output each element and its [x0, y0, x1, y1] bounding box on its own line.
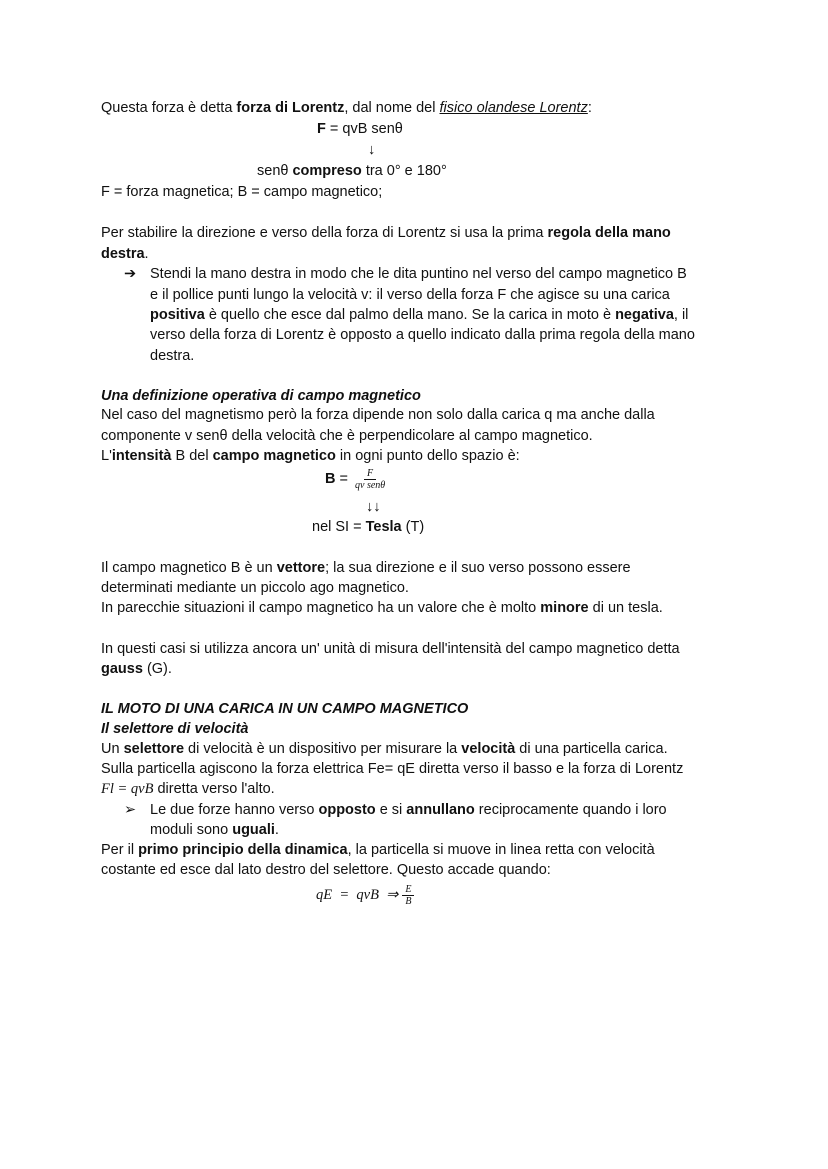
si-unit: nel SI = Tesla (T)	[312, 519, 425, 535]
gauss-line2: gauss (G).	[101, 661, 172, 677]
double-arrow-icon: ↓↓	[366, 499, 381, 515]
fraction: $\frac{F}{\text{qv senθ}}$	[355, 467, 386, 491]
bullet2-line2: moduli sono uguali.	[150, 822, 279, 838]
paragraph-lorentz-intro: Questa forza è detta forza di Lorentz, dal nome del fisico olandese Lorentz:	[101, 100, 592, 116]
selector-line2: Sulla particella agiscono la forza elettrica Fe= qE diretta verso il basso e la forza di Lorentz	[101, 761, 684, 777]
bullet1-line5: destra.	[150, 348, 195, 364]
bullet1-line4: verso della forza di Lorentz è opposto a quello indicato dalla prima regola della mano	[150, 327, 695, 343]
op-line1: Nel caso del magnetismo però la forza dipende non solo dalla carica q ma anche dalla	[101, 407, 655, 423]
gauss-line1: In questi casi si utilizza ancora un' unità di misura dell'intensità del campo magnetico detta	[101, 641, 680, 657]
selector-formula: qE = qvB ⇒ $\frac{E}{B}$	[316, 881, 414, 909]
triangle-bullet-icon: ➢	[124, 802, 137, 818]
heading-charge-motion: IL MOTO DI UNA CARICA IN UN CAMPO MAGNETICO	[101, 701, 469, 717]
bullet1-line2: e il pollice punti lungo la velocità v: il verso della forza F che agisce su una carica	[150, 287, 670, 303]
heading-operative-definition: Una definizione operativa di campo magnetico	[101, 388, 421, 404]
arrow-bullet-icon: ➔	[124, 266, 137, 282]
vector-line2: determinati mediante un piccolo ago magnetico.	[101, 580, 409, 596]
paragraph-right-hand-rule: Per stabilire la direzione e verso della forza di Lorentz si usa la prima regola della mano	[101, 225, 671, 241]
underlined-text: fisico olandese Lorentz	[439, 100, 588, 116]
bullet2-line1: Le due forze hanno verso opposto e si annullano reciprocamente quando i loro	[150, 802, 667, 818]
dynamics-line2: costante ed esce dal lato destro del selettore. Questo accade quando:	[101, 862, 551, 878]
op-line3: L'intensità B del campo magnetico in ogni punto dello spazio è:	[101, 448, 520, 464]
lorentz-formula: F = qvB senθ	[317, 121, 403, 137]
heading-velocity-selector: Il selettore di velocità	[101, 721, 249, 737]
selector-line3: Fl = qvB diretta verso l'alto.	[101, 781, 275, 797]
field-formula: B = $\frac{F}{\text{qv senθ}}$	[325, 466, 388, 492]
symbol-legend: F = forza magnetica; B = campo magnetico;	[101, 184, 383, 200]
fraction: $\frac{E}{B}$	[402, 884, 414, 907]
paragraph-right-hand-rule-cont: destra.	[101, 246, 149, 262]
arrow-down-icon: ↓	[368, 142, 376, 158]
bullet1-line3: positiva è quello che esce dal palmo della mano. Se la carica in moto è negativa, il	[150, 307, 689, 323]
dynamics-line1: Per il primo principio della dinamica, la particella si muove in linea retta con velocità	[101, 842, 655, 858]
angle-range: senθ compreso tra 0° e 180°	[257, 163, 447, 179]
selector-line1: Un selettore di velocità è un dispositivo per misurare la velocità di una particella carica.	[101, 741, 668, 757]
op-line2: componente v senθ della velocità che è perpendicolare al campo magnetico.	[101, 428, 593, 444]
bullet1-line1: Stendi la mano destra in modo che le dita puntino nel verso del campo magnetico B	[150, 266, 687, 282]
vector-line1: Il campo magnetico B è un vettore; la sua direzione e il suo verso possono essere	[101, 560, 631, 576]
vector-line3: In parecchie situazioni il campo magnetico ha un valore che è molto minore di un tesla.	[101, 600, 663, 616]
